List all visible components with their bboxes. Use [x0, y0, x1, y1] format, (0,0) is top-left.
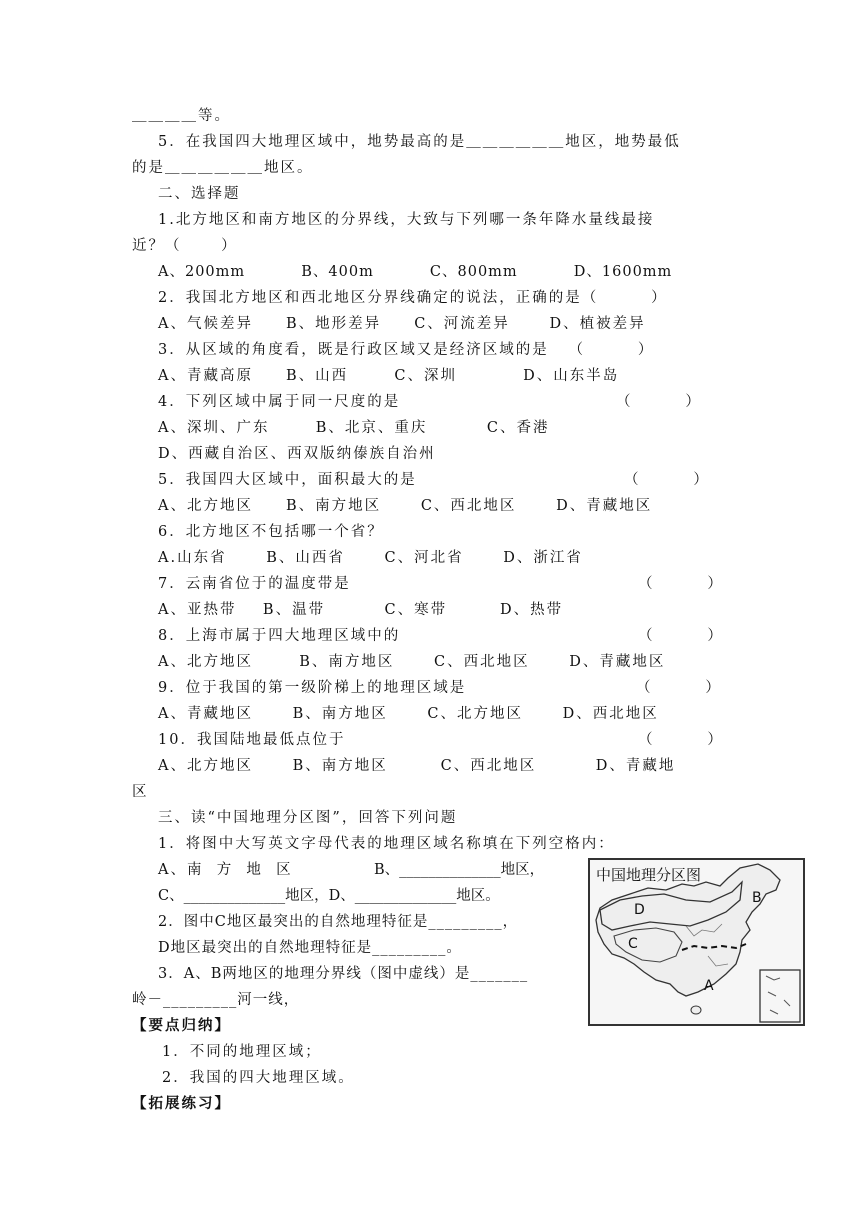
- section-heading: 三、读“中国地理分区图”，回答下列问题: [158, 810, 458, 826]
- question-text: 2．图中C地区最突出的自然地理特征是_________，: [158, 914, 519, 930]
- fill-in-line: A、南 方 地 区: [158, 862, 293, 878]
- answer-options: A、青藏地区 B、南方地区 C、北方地区 D、西北地区: [158, 706, 659, 722]
- question-text: 近？（ ）: [132, 238, 238, 254]
- answer-options: A、青藏高原 B、山西 C、深圳 D、山东半岛: [158, 368, 620, 384]
- answer-bracket: （ ）: [636, 680, 722, 696]
- section-heading-practice: 【拓展练习】: [132, 1096, 231, 1112]
- answer-options: A、气候差异 B、地形差异 C、河流差异 D、植被差异: [158, 316, 646, 332]
- map-label-b: B: [752, 890, 762, 906]
- answer-options: A、北方地区 B、南方地区 C、西北地区 D、青藏地区: [158, 498, 653, 514]
- question-text: 8．上海市属于四大地理区域中的: [158, 628, 401, 644]
- question-text: 2．我国北方地区和西北地区分界线确定的说法，正确的是（ ）: [158, 290, 668, 306]
- question-text: 9．位于我国的第一级阶梯上的地理区域是: [158, 680, 467, 696]
- answer-options: D、西藏自治区、西双版纳傣族自治州: [158, 446, 436, 462]
- map-label-c: C: [628, 936, 638, 952]
- answer-options: A、北方地区 B、南方地区 C、西北地区 D、青藏地: [158, 758, 676, 774]
- answer-options: A、亚热带 B、温带 C、寒带 D、热带: [158, 602, 564, 618]
- answer-bracket: （ ）: [616, 394, 702, 410]
- text-line: ＿＿＿＿等。: [132, 108, 231, 124]
- map-label-d: D: [634, 902, 645, 918]
- question-text: 5．我国四大区域中，面积最大的是: [158, 472, 417, 488]
- question-text: 10．我国陆地最低点位于: [158, 732, 346, 748]
- answer-bracket: （ ）: [624, 472, 710, 488]
- answer-options: A.山东省 B、山西省 C、河北省 D、浙江省: [158, 550, 583, 566]
- section-heading-summary: 【要点归纳】: [132, 1018, 231, 1034]
- answer-bracket: （ ）: [638, 732, 724, 748]
- question-text: 岭－_________河一线，: [132, 992, 300, 1008]
- answer-bracket: （ ）: [638, 628, 724, 644]
- question-text: 6．北方地区不包括哪一个省？: [158, 524, 384, 540]
- answer-options: A、深圳、广东 B、北京、重庆 C、香港: [158, 420, 550, 436]
- question-text: 1.北方地区和南方地区的分界线，大致与下列哪一条年降水量线最接: [158, 212, 655, 228]
- text-line: 5．在我国四大地理区域中，地势最高的是＿＿＿＿＿＿地区，地势最低: [158, 134, 681, 150]
- list-item: 2．我国的四大地理区域。: [162, 1070, 355, 1086]
- text-line: 的是＿＿＿＿＿＿地区。: [132, 160, 314, 176]
- question-text: 4．下列区域中属于同一尺度的是: [158, 394, 401, 410]
- fill-in-line: B、______________地区，: [374, 862, 545, 878]
- answer-options: A、200mm B、400m C、800mm D、1600mm: [158, 264, 673, 280]
- question-text: 1．将图中大写英文字母代表的地理区域名称填在下列空格内：: [158, 836, 615, 852]
- answer-options: 区: [132, 784, 149, 800]
- answer-options: A、北方地区 B、南方地区 C、西北地区 D、青藏地区: [158, 654, 666, 670]
- china-region-map: [588, 858, 805, 1026]
- question-text: 3．从区域的角度看，既是行政区域又是经济区域的是 （ ）: [158, 342, 655, 358]
- list-item: 1．不同的地理区域；: [162, 1044, 322, 1060]
- question-text: D地区最突出的自然地理特征是_________。: [158, 940, 462, 956]
- question-text: 3．A、B两地区的地理分界线（图中虚线）是_______: [158, 966, 529, 982]
- map-label-a: A: [704, 978, 714, 994]
- fill-in-line: C、______________地区，D、______________地区。: [158, 888, 500, 904]
- question-text: 7．云南省位于的温度带是: [158, 576, 351, 592]
- map-title: 中国地理分区图: [596, 866, 702, 884]
- answer-bracket: （ ）: [638, 576, 724, 592]
- section-heading: 二、选择题: [158, 186, 241, 202]
